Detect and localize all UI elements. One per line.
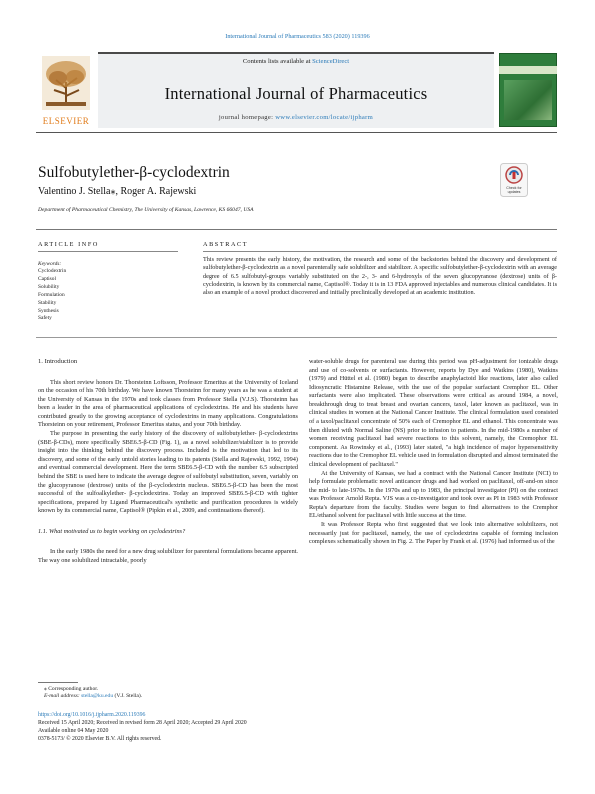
sciencedirect-link[interactable]: ScienceDirect [312, 58, 350, 65]
journal-title: International Journal of Pharmaceutics [164, 84, 428, 103]
abstract-rule [203, 251, 557, 252]
keywords-list [38, 268, 66, 323]
email-suffix: (V.J. Stella). [113, 693, 143, 700]
header-divider [36, 132, 557, 133]
copyright-line: 0378-5173/ © 2020 Elsevier B.V. All rights reserved. [38, 736, 162, 742]
author-email-link[interactable]: stella@ku.edu [81, 693, 114, 700]
keyword-item: Cyclodextrin [38, 268, 67, 274]
corresponding-author-mark: ⁎ Corresponding author. [44, 686, 99, 692]
body-column-left [38, 358, 298, 566]
available-online-date: Available online 04 May 2020 [38, 728, 109, 734]
abstract-bottom-rule [36, 337, 557, 338]
cover-artwork [504, 80, 552, 120]
received-dates: Received 15 April 2020; Received in revised form 28 April 2020; Accepted 29 April 2020 [38, 720, 247, 726]
body-paragraph: It was Professor Repta who first suggested that we look into alternative solubilizers, not necessarily just for paclitaxel, namely, the use of cyclodextrins capable of forming inclusion complexes schematically shown in Fig. 2. The Paper by Frank et al. (1976) had informed us of the [309, 520, 558, 546]
body-paragraph: The purpose in presenting the early history of the discovery of sulfobutylether- β-cyclodextrins (SBE-β-CDs), more specifically SBE6.5-β-CD (Fig. 1), as a novel solubilizer/stabilizer is to provide insight into the thinking behind the discovery process. Included is the motivation that led to its discovery, and some of the early untold stories leading to its patents (Stella and Rajewski, 1992, 1994) and eventual commercial development. Here the term SBE6.5-β-CD with the number 6.5 subscripted behind the SBE is used here to indicate the average degree of sulfobutyl substitution, seven, variably on the glucopyranose (dextrose) units of the β-cyclodextrin nucleus. SBE6.5-β-CD has been the most successful of the sulfoalkylether- β-cyclodextrins. Today an improved SBE6.5-β-CD with tighter specifications, prepared by Ligand Pharmaceutical's synthetic and purification procedures is widely known by its commercial name, Captisol® (Pipkin et al., 2009, and continuations thereof). [38, 430, 298, 515]
body-paragraph: This short review honors Dr. Thorsteinn Loftsson, Professor Emeritus at the University of Iceland on the occasion of his 70th birthday. We have known Thorsteinn for many years as he was a student at the University of Kansas in the 1970s and took classes from Professor Stella (V.J.S). Thorsteinn has been a leader in the area of pharmaceutical applications of cyclodextrins. He and his students have contributed greatly to the growing acceptance of cyclodextrins in many applications. Congratulations Thorsteinn on your retirement, Professor Emeritus status, and your 70th birthday. [38, 378, 298, 429]
keyword-item: Solubility [38, 283, 60, 290]
footnote-rule [38, 682, 78, 683]
article-info-rule [38, 251, 178, 252]
check-for-updates-icon[interactable] [500, 163, 528, 197]
homepage-prefix: journal homepage: [218, 114, 276, 121]
contents-available-line [98, 58, 494, 65]
keyword-item: Captisol [38, 275, 56, 282]
contents-prefix: Contents lists available at [242, 58, 313, 65]
keyword-item: Safety [38, 315, 52, 322]
corresponding-author-footnote [38, 686, 142, 701]
abstract-heading: ABSTRACT [203, 241, 249, 248]
section-heading-introduction: 1. Introduction [38, 358, 78, 365]
keywords-label: Keywords: [38, 261, 62, 267]
keyword-item: Formulation [38, 291, 65, 298]
elsevier-wordmark: ELSEVIER [42, 116, 90, 126]
article-info-heading: ARTICLE INFO [38, 241, 99, 248]
svg-text:updates: updates [507, 190, 521, 194]
abstract-text: This review presents the early history, the motivation, the research and some of the backstories behind the discovery and development of sulfobutylether-β-cyclodextrin as a novel parenterally safe solubilizer and stabilizer. A specific sulfobutylether-β-cyclodextrin with an average degree of 6.5 sulfobutyl-groups variably substituted on the 2-, 3- and 6-hydroxyls of the seven glucopyranose (dextrose) units of β-cyclodextrin, is known by its commercial name, Captisol®. Today it is in 13 FDA approved injectables and numerous clinical candidates. It is also an example of a novel product discovered and initially preclinically developed at an academic institution. [203, 256, 557, 297]
journal-reference[interactable]: International Journal of Pharmaceutics 583 (2020) 119396 [225, 33, 370, 40]
svg-text:Check for: Check for [506, 186, 522, 190]
homepage-url-link[interactable]: www.elsevier.com/locate/ijpharm [275, 114, 374, 121]
body-paragraph: At the University of Kansas, we had a contract with the National Cancer Institute (NCI) to help formulate problematic novel anticancer drugs and had worked on paclitaxel, off-and-on since the mid- to late-1970s. In the 1970s and up to 1983, the principal investigator (PI) on the contract was Professor Arnold Repta. VJS was a co-investigator and took over as PI in 1983 with Professor Repta's departure from the faculty. Studies were begun to find alternatives to the Cremphor EL/ethanol solvent for paclitaxel with little success at the time. [309, 469, 558, 520]
author-list[interactable]: Valentino J. Stella⁎, Roger A. Rajewski [38, 186, 197, 197]
author-affiliation: Department of Pharmaceutical Chemistry, The University of Kansas, Lawrence, KS 66047, USA [38, 207, 254, 213]
body-column-right [309, 358, 558, 547]
keyword-item: Stability [38, 299, 57, 306]
email-label: E-mail address: [44, 693, 82, 700]
doi-link[interactable]: https://doi.org/10.1016/j.ijpharm.2020.119396 [38, 712, 146, 718]
body-paragraph: water-soluble drugs for parenteral use during this period was pH-adjustment for ionizable drugs and use of co-solvents or surfactants. However, reports by Dye and Watkins (1980), Watkins (1979) and Hüttel et al. (1980) began to describe anaphylactoid like reactions, later also called Idiosyncratic Histamine Release, with the use of the popular surfactant Cremphor EL. Other surfactants were also implicated. These observations were critical as around 1984, a novel, breakthrough drug to treat breast and ovarian cancers, taxol, later known as paclitaxel, was in clinical studies in women at the National Cancer Institute. The clinical formulation used consisted of a taxol/paclitaxel concentrate of 50% each of Cremophor EL and ethanol. This concentrate was then diluted with Normal Saline (NS) prior to infusion to patients. In the mid-1980s a number of women receiving paclitaxel had severe reactions to this solvent, namely, the Cremophor EL component. As Rowinsky et al., (1993) later stated, "a high incidence of major hypersensitivity reactions due to the Cremophor EL vehicle used in formulation disrupted and almost terminated the clinical development of paclitaxel." [309, 358, 559, 468]
article-title: Sulfobutylether-β-cyclodextrin [38, 164, 230, 181]
journal-homepage-line [98, 114, 494, 121]
article-divider [36, 229, 557, 230]
publication-info [38, 711, 247, 743]
cover-title-band [499, 66, 557, 74]
keyword-item: Synthesis [38, 307, 59, 314]
subsection-heading-motivation: 1.1. What motivated us to begin working on cyclodextrins? [38, 527, 186, 535]
body-paragraph: In the early 1980s the need for a new drug solubilizer for parenteral formulations became apparent. The way one solubilized intractable, poorly [38, 548, 298, 564]
